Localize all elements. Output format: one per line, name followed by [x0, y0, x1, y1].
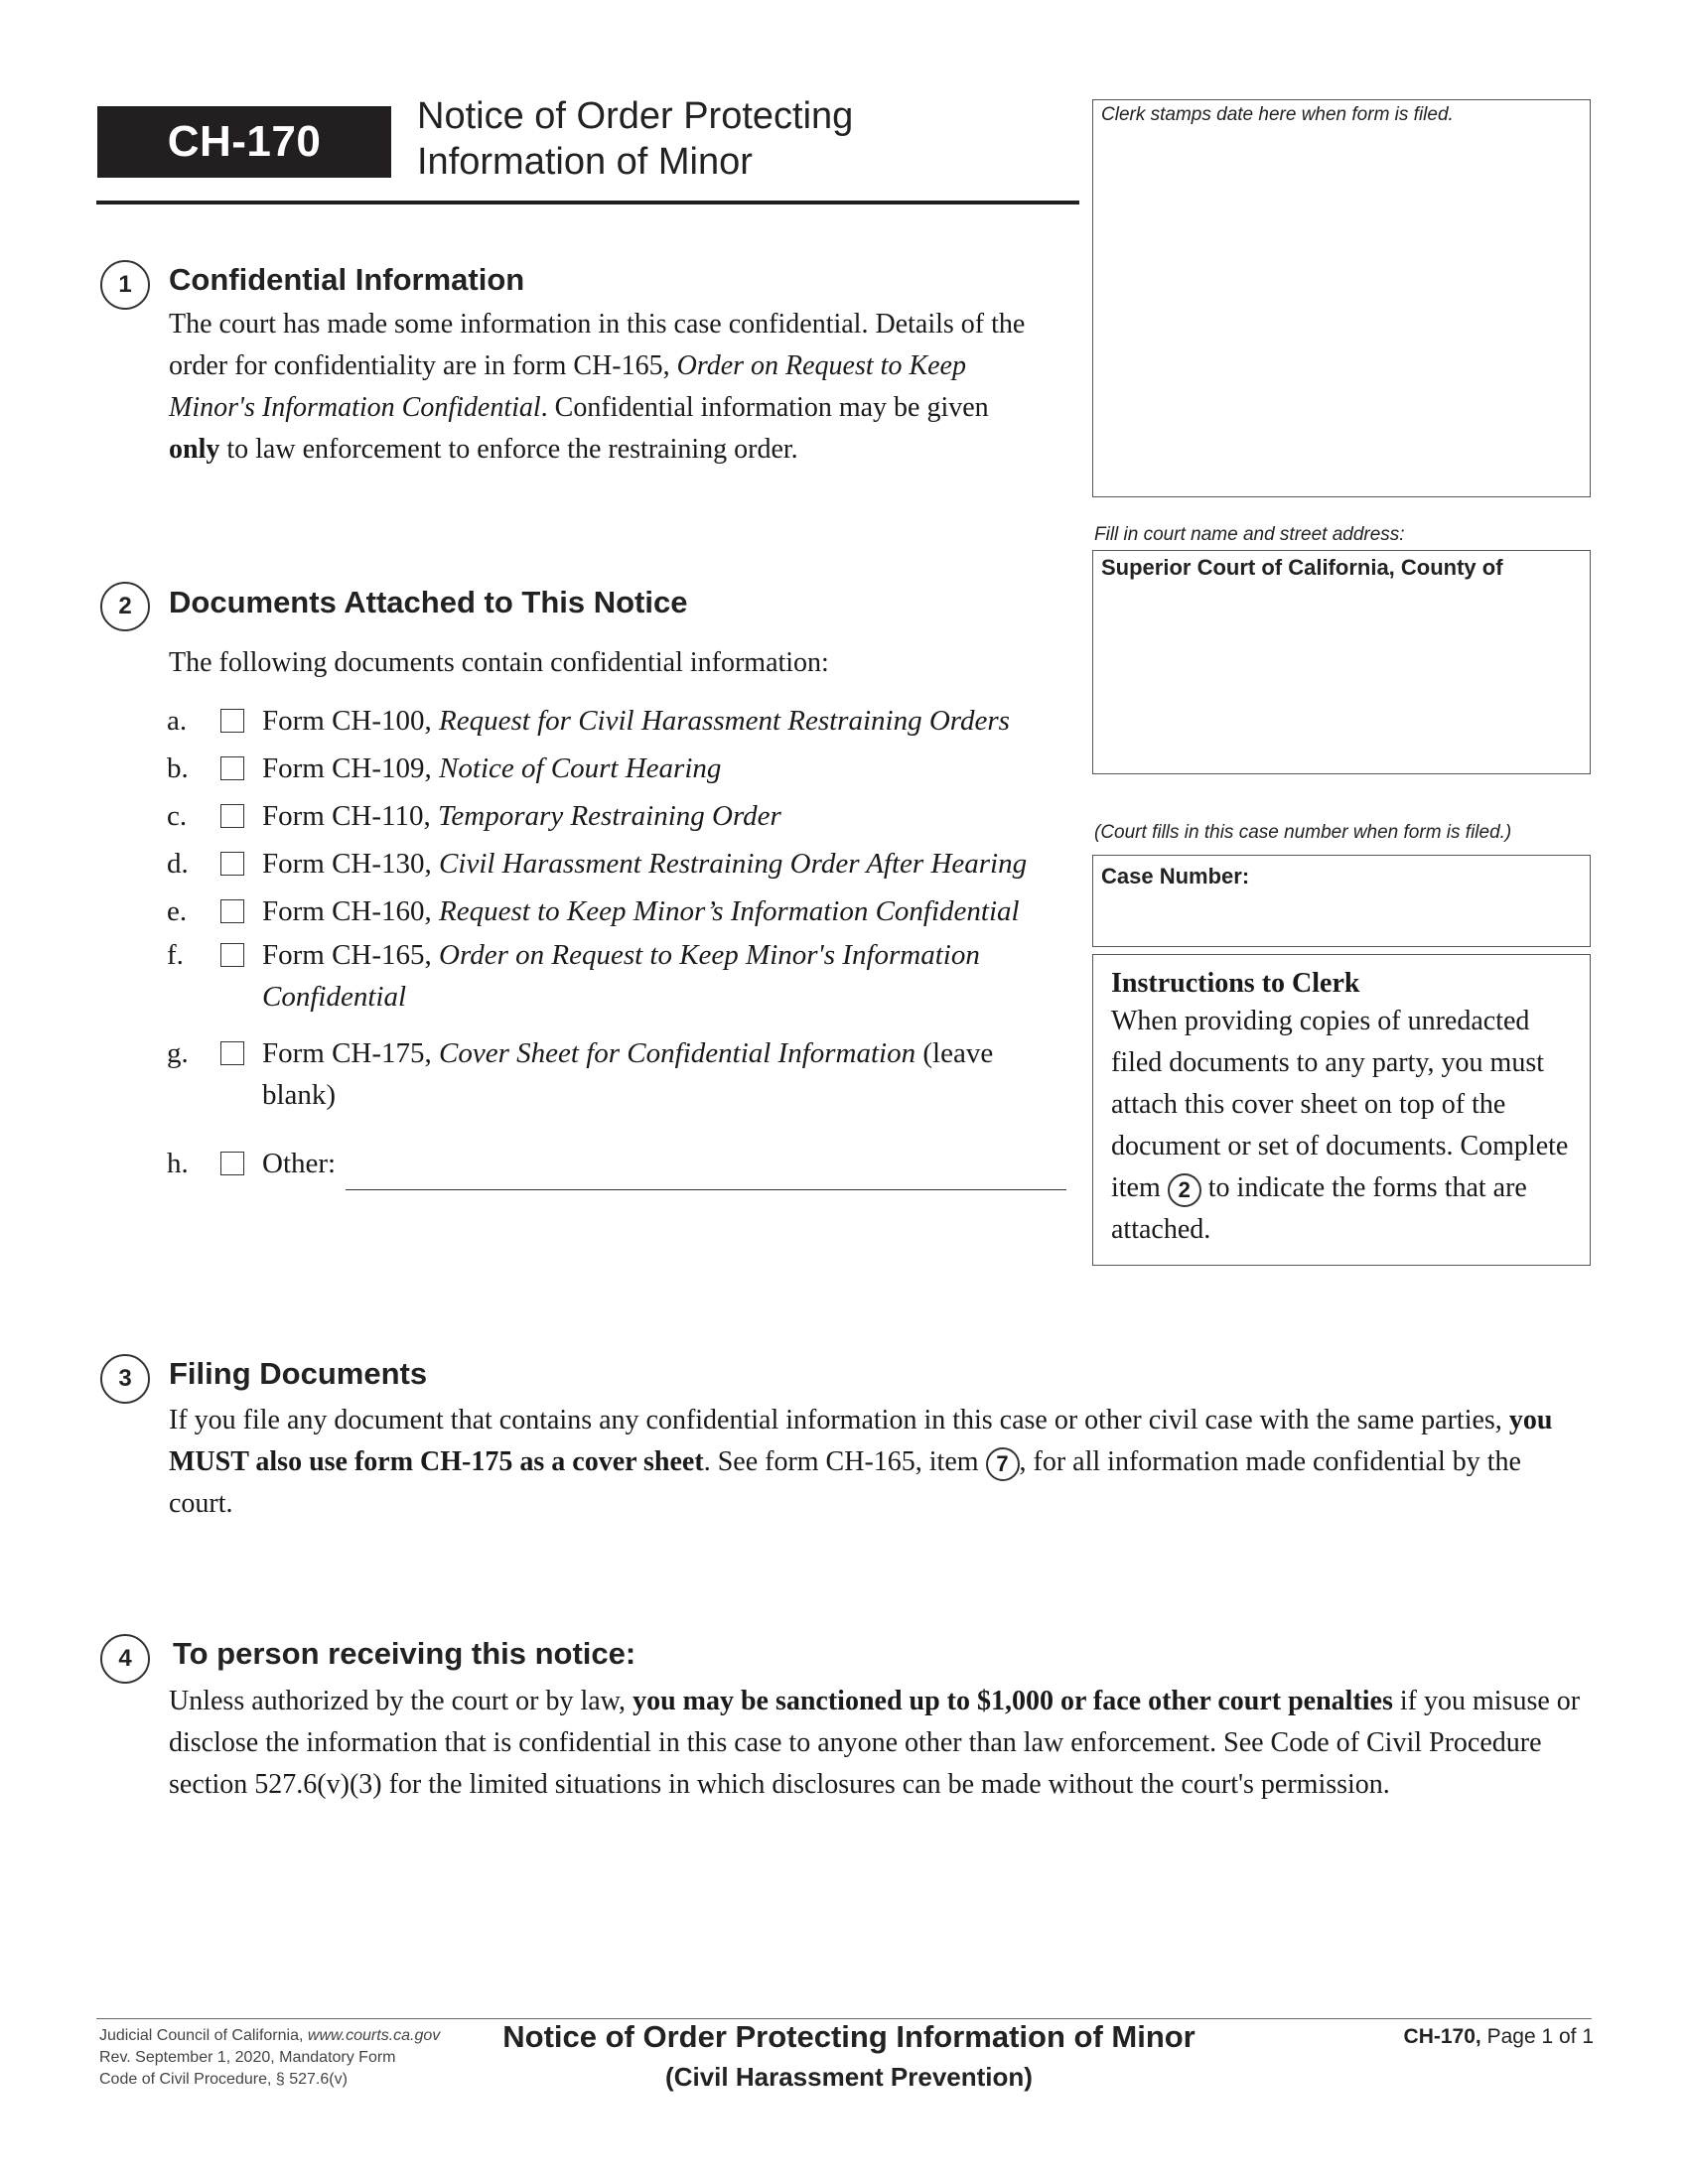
- header-divider: [96, 201, 1079, 205]
- section-4-text-a: Unless authorized by the court or by law,: [169, 1686, 627, 1716]
- section-3-heading: Filing Documents: [169, 1356, 428, 1391]
- section-4-text-b: if you misuse or disclose the information that is confidential in this case to anyone other than law enforcement. See Code of Civil Procedure section 527.6(v)(3) for the limited situations in which disclosures can be made without the court's permission.: [169, 1686, 1581, 1800]
- form-title: Temporary Restraining Order: [437, 800, 781, 832]
- section-3-text-b: . See form CH-165, item: [703, 1446, 979, 1477]
- checkbox[interactable]: [220, 1152, 244, 1175]
- form-id: Form CH-165,: [262, 939, 432, 971]
- footer-page-number: Page 1 of 1: [1486, 2025, 1594, 2048]
- footer-line-3: Code of Civil Procedure, § 527.6(v): [99, 2071, 348, 2088]
- section-1-heading: Confidential Information: [169, 262, 525, 297]
- form-id: Form CH-100,: [262, 705, 432, 737]
- footer-form-number: CH-170,: [1403, 2025, 1481, 2048]
- form-title: Request to Keep Minor’s Information Confidential: [439, 895, 1020, 927]
- item-letter: b.: [167, 752, 189, 784]
- item-text-line-2: [262, 976, 406, 1018]
- section-2-intro: The following documents contain confidential information:: [169, 647, 829, 678]
- section-3-text: [169, 1400, 1589, 1525]
- form-title: Cover Sheet for Confidential Information: [439, 1037, 916, 1069]
- form-number: CH-170: [167, 117, 322, 166]
- page-title: [417, 93, 1053, 185]
- instructions-text-2: to indicate the forms that are attached.: [1111, 1172, 1527, 1245]
- instructions-title: Instructions to Clerk: [1111, 968, 1360, 999]
- section-1-text-a: The court has made some information in this case confidential. Details of the order for confidentiality are in form CH-165,: [169, 309, 1026, 381]
- section-2-heading: Documents Attached to This Notice: [169, 585, 688, 619]
- form-id: Form CH-130,: [262, 848, 432, 880]
- item-text: [262, 700, 1010, 742]
- footer-line-1: [99, 2025, 440, 2047]
- section-1-text-b: . Confidential information may be given: [540, 392, 989, 423]
- item-text: [262, 1032, 993, 1074]
- form-title-cont: Confidential: [262, 981, 406, 1013]
- footer-page-info: [1291, 2025, 1594, 2049]
- form-title: Civil Harassment Restraining Order After Hearing: [439, 848, 1028, 880]
- form-id: Form CH-175,: [262, 1037, 432, 1069]
- item-text: Other:: [262, 1148, 337, 1179]
- section-4-heading: To person receiving this notice:: [173, 1636, 636, 1671]
- court-name-label: Superior Court of California, County of: [1101, 555, 1503, 580]
- footer-publisher-info: [99, 2025, 440, 2091]
- form-title: Order on Request to Keep Minor's Information: [439, 939, 980, 971]
- checkbox[interactable]: [220, 852, 244, 876]
- item-letter: h.: [167, 1148, 189, 1179]
- section-3-text-a: If you file any document that contains any confidential information in this case or other civil case with the same parties,: [169, 1405, 1502, 1435]
- other-input-line[interactable]: [346, 1189, 1066, 1190]
- instructions-text-1: When providing copies of unredacted filed documents to any party, you must attach this cover sheet on top of the document or set of documents. Complete item: [1111, 1006, 1569, 1203]
- court-address-caption: Fill in court name and street address:: [1094, 524, 1405, 545]
- item-letter: a.: [167, 705, 188, 737]
- form-note: (leave: [922, 1037, 994, 1069]
- section-1-text-italic: Order on Request to Keep Minor's Information Confidential: [169, 350, 966, 423]
- item-text: [262, 748, 721, 789]
- case-number-label: Case Number:: [1101, 864, 1250, 888]
- case-number-caption: (Court fills in this case number when form is filed.): [1094, 822, 1512, 843]
- footer-subtitle: (Civil Harassment Prevention): [665, 2062, 1033, 2092]
- item-letter: d.: [167, 848, 189, 880]
- section-1-text-c: to law enforcement to enforce the restraining order.: [226, 434, 798, 465]
- item-number-3: 3: [100, 1354, 150, 1404]
- clerk-stamp-box[interactable]: [1092, 99, 1591, 497]
- section-4-text: [169, 1681, 1599, 1806]
- checkbox[interactable]: [220, 804, 244, 828]
- item-ref-circle: 7: [986, 1447, 1020, 1481]
- clerk-stamp-caption: Clerk stamps date here when form is filed.: [1101, 104, 1454, 125]
- footer-line-2: Rev. September 1, 2020, Mandatory Form: [99, 2049, 396, 2066]
- form-title: Notice of Court Hearing: [439, 752, 722, 784]
- item-letter: g.: [167, 1037, 189, 1069]
- item-number-2: 2: [100, 582, 150, 631]
- case-number-field[interactable]: [1092, 855, 1591, 947]
- item-letter: c.: [167, 800, 188, 832]
- section-4-text-bold: you may be sanctioned up to $1,000 or face other court penalties: [633, 1686, 1393, 1716]
- item-text: [262, 843, 1027, 885]
- form-id: Form CH-110,: [262, 800, 431, 832]
- item-letter: e.: [167, 895, 188, 927]
- section-3-text-bold: you MUST also use form CH-175 as a cover sheet: [169, 1405, 1553, 1477]
- item-text: [262, 934, 980, 976]
- checkbox[interactable]: [220, 943, 244, 967]
- form-id: Form CH-109,: [262, 752, 432, 784]
- item-letter: f.: [167, 939, 184, 971]
- footer-website-link[interactable]: www.courts.ca.gov: [307, 2027, 441, 2044]
- item-text: [262, 890, 1020, 932]
- instructions-body: [1111, 1001, 1572, 1251]
- checkbox[interactable]: [220, 709, 244, 733]
- title-line-1: Notice of Order Protecting: [417, 95, 854, 137]
- section-3-text-c: , for all information made confidential by the court.: [169, 1446, 1521, 1519]
- footer-council: Judicial Council of California,: [99, 2027, 304, 2044]
- checkbox[interactable]: [220, 1041, 244, 1065]
- footer-title: Notice of Order Protecting Information of Minor: [502, 2019, 1196, 2054]
- form-id: Form CH-160,: [262, 895, 432, 927]
- checkbox[interactable]: [220, 756, 244, 780]
- court-name-field[interactable]: [1092, 550, 1591, 774]
- section-1-text: [169, 304, 1043, 471]
- item-number-1: 1: [100, 260, 150, 310]
- form-title: Request for Civil Harassment Restraining Orders: [439, 705, 1010, 737]
- instructions-to-clerk-box: [1092, 954, 1591, 1266]
- item-number-4: 4: [100, 1634, 150, 1684]
- form-number-badge: [97, 106, 391, 178]
- item-text-line-2: blank): [262, 1079, 337, 1111]
- checkbox[interactable]: [220, 899, 244, 923]
- item-text: [262, 795, 781, 837]
- section-1-text-bold: only: [169, 434, 220, 465]
- title-line-2: Information of Minor: [417, 141, 753, 183]
- item-ref-circle: 2: [1168, 1173, 1201, 1207]
